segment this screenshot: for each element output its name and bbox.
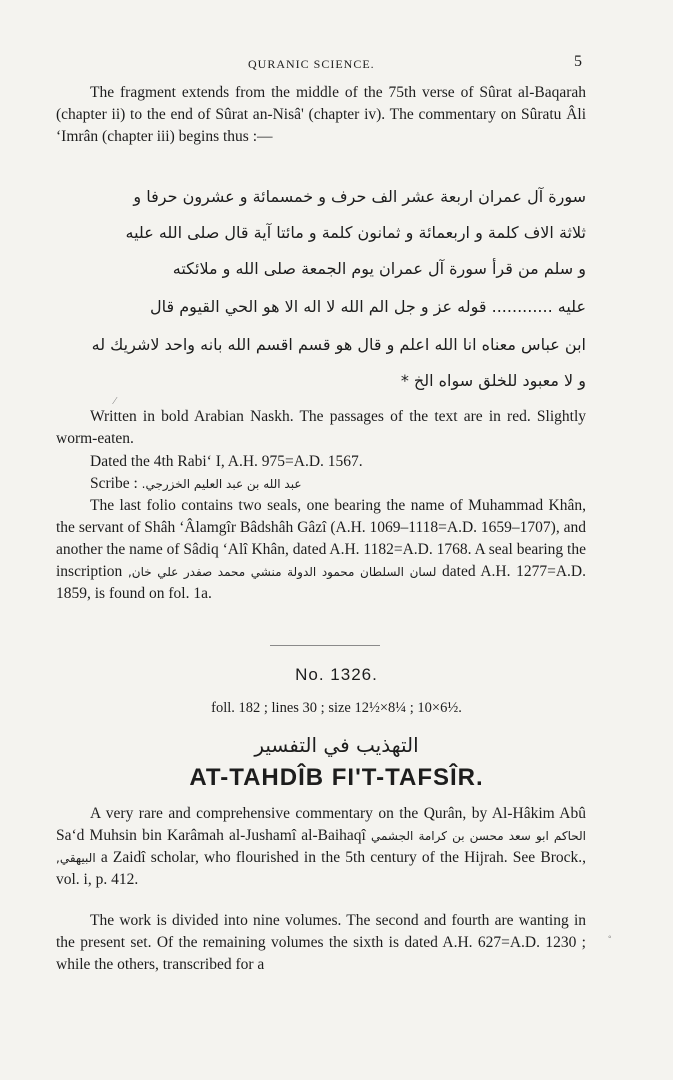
- entry-text-1: A very rare and comprehensive commentary on the Qurân, by Al-Hâkim Abû Sa‘d Muhsin bin Karâmah al-Jushamî al-Baihaqî: [56, 805, 586, 844]
- pencil-mark: ⁄: [114, 396, 116, 407]
- running-title: QURANIC SCIENCE.: [248, 57, 375, 71]
- arabic-line-6: و لا معبود للخلق سواه الخ *: [400, 371, 586, 390]
- script-description: Written in bold Arabian Naskh. The passages of the text are in red. Slightly worm-eaten.: [56, 408, 586, 447]
- seal-inscription: لسان السلطان محمود الدولة منشي محمد صفدر علي خان,: [127, 565, 437, 579]
- author-arabic: الحاكم ابو سعد محسن بن كرامة الجشمي البيهقي,: [56, 829, 586, 865]
- arabic-line-4: عليه ............ قوله عز و جل الم الله لا اله الا هو الحي القيوم قال: [150, 297, 586, 316]
- arabic-line-5: ابن عباس معناه انا الله اعلم و قال هو قسم اقسم الله بانه واحد لاشريك له: [91, 335, 586, 354]
- title-roman: AT-TAHDÎB FI'T-TAFSÎR.: [189, 764, 484, 791]
- arabic-line-3: و سلم من قرأ سورة آل عمران يوم الجمعة صلى الله و ملائكته: [172, 259, 586, 278]
- section-divider: [270, 645, 380, 646]
- page-number: 5: [574, 53, 583, 70]
- scribe-label: Scribe :: [90, 475, 138, 492]
- entry-text-2: a Zaidî scholar, who flourished in the 5th century of the Hijrah. See Brock., vol. i, p. 412.: [56, 849, 586, 888]
- margin-mark: ◦: [608, 932, 612, 943]
- seals-text-1: The last folio contains two seals, one bearing the name of Muhammad Khân, the servant of Shâh ‘Âlamgîr Bâdshâh Gâzî (A.H. 1069–1118=A.D. 1659–1707), and another the name of Sâdiq ‘Alî Khân, dated A.H. 1182=A.D. 1768. A seal bearing the inscription: [56, 497, 586, 580]
- seals-paragraph: [56, 495, 586, 605]
- date-line: Dated the 4th Rabi‘ I, A.H. 975=A.D. 1567.: [90, 453, 363, 470]
- seals-text-2: dated A.H. 1277=A.D. 1859, is found on fol. 1a.: [56, 563, 586, 602]
- scribe-name: عبد الله بن عبد العليم الخزرجي.: [141, 477, 302, 491]
- arabic-line-2: ثلاثة الاف كلمة و اربعمائة و ثمانون كلمة و مائتا آية قال صلى الله عليه: [125, 223, 586, 242]
- entry-paragraph-1: [56, 803, 586, 891]
- entry-paragraph-2: The work is divided into nine volumes. The second and fourth are wanting in the present set. Of the remaining volumes the sixth is dated A.H. 627=A.D. 1230 ; while the others, transcribed for a: [56, 912, 586, 973]
- intro-paragraph: The fragment extends from the middle of the 75th verse of Sûrat al-Baqarah (chapter ii) to the end of Sûrat an-Nisâ' (chapter iv). The commentary on Sûratu Âli ‘Imrân (chapter iii) begins thus :—: [56, 84, 586, 145]
- entry-number: No. 1326.: [295, 665, 378, 684]
- entry-meta: foll. 182 ; lines 30 ; size 12½×8¼ ; 10×6½.: [211, 700, 462, 716]
- scribe-line: [56, 473, 586, 495]
- title-arabic: التهذيب في التفسير: [254, 733, 419, 757]
- arabic-line-1: سورة آل عمران اربعة عشر الف حرف و خمسمائة و عشرون حرفا و: [133, 187, 586, 206]
